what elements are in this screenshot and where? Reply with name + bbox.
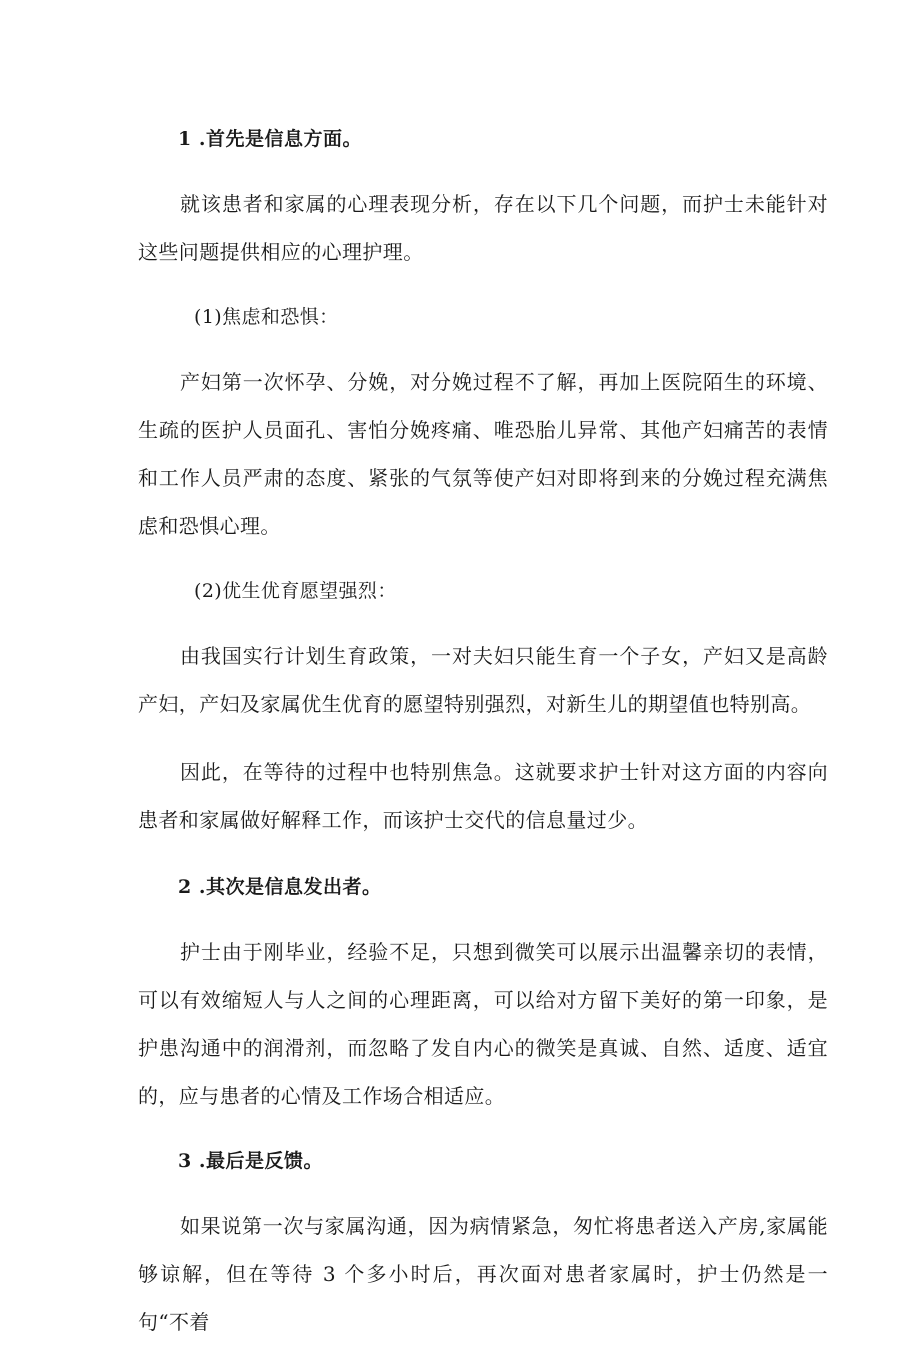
section-3-text: 如果说第一次与家属沟通，因为病情紧急，匆忙将患者送入产房,家属能够谅解，但在等待 3 个多小时后，再次面对患者家属时，护士仍然是一句“不着 [138,1214,828,1334]
section-3-heading: 3 .最后是反馈。 [178,1150,323,1172]
subsection-2-text: 由我国实行计划生育政策，一对夫妇只能生育一个子女，产妇又是高龄产妇，产妇及家属优生优育的愿望特别强烈，对新生儿的期望值也特别高。 [138,644,828,716]
subsection-2-title: (2)优生优育愿望强烈： [194,580,397,602]
subsection-1-text: 产妇第一次怀孕、分娩，对分娩过程不了解，再加上医院陌生的环境、生疏的医护人员面孔、害怕分娩疼痛、唯恐胎儿异常、其他产妇痛苦的表情和工作人员严肃的态度、紧张的气氛等使产妇对即将到来的分娩过程充满焦虑和恐惧心理。 [138,370,828,538]
section-2-heading: 2 .其次是信息发出者。 [178,876,382,898]
subsection-1-title: (1)焦虑和恐惧： [194,306,339,328]
section-1-intro: 就该患者和家属的心理表现分析，存在以下几个问题，而护士未能针对这些问题提供相应的心理护理。 [138,192,828,264]
section-2-text: 护士由于刚毕业，经验不足，只想到微笑可以展示出温馨亲切的表情，可以有效缩短人与人之间的心理距离，可以给对方留下美好的第一印象，是护患沟通中的润滑剂，而忽略了发自内心的微笑是真诚、自然、适度、适宜的，应与患者的心情及工作场合相适应。 [138,940,828,1108]
section-1-heading: 1 .首先是信息方面。 [178,128,362,150]
subsection-2-text-2: 因此，在等待的过程中也特别焦急。这就要求护士针对这方面的内容向患者和家属做好解释工作，而该护士交代的信息量过少。 [138,760,828,832]
